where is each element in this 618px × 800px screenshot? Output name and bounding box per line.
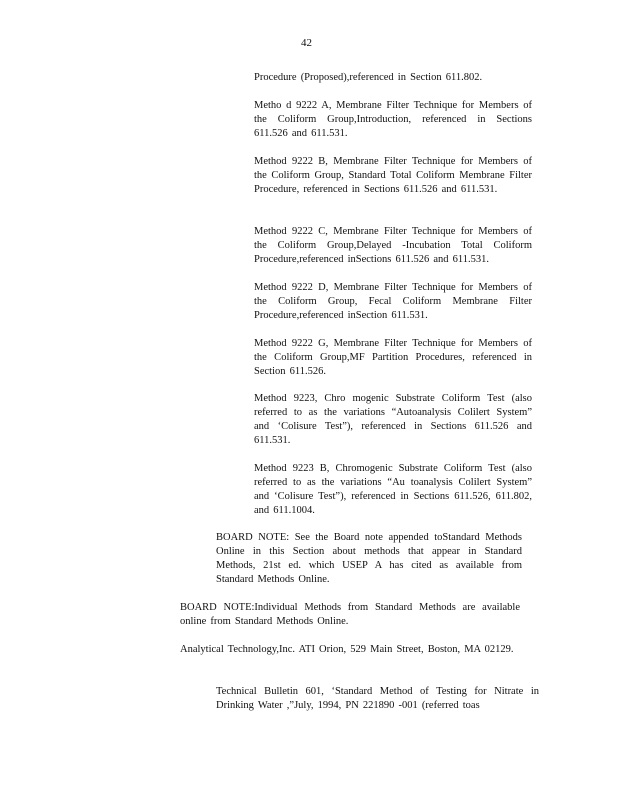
method-9222g-entry: Method 9222 G, Membrane Filter Technique for Members of the Coliform Group,MF Partition Procedures, referenced in Section 611.526. bbox=[254, 338, 532, 377]
method-9222b-entry: Method 9222 B, Membrane Filter Technique for Members of the Coliform Group, Standard Total Coliform Membrane Filter Procedure, referenced in Sections 611.526 and 611.531. bbox=[254, 156, 532, 195]
board-note-individual-methods: BOARD NOTE:Individual Methods from Standard Methods are available online from Standard Methods Online. bbox=[180, 602, 520, 627]
procedure-proposed-entry: Procedure (Proposed),referenced in Section 611.802. bbox=[254, 72, 483, 83]
method-9223b-entry: Method 9223 B, Chromogenic Substrate Coliform Test (also referred to as the variations “Au toanalysis Colilert System” and ‘Colisure Test”), referenced in Sections 611.526, 611.802, and 611.1004. bbox=[254, 463, 532, 516]
analytical-technology-entry: Analytical Technology,Inc. ATI Orion, 529 Main Street, Boston, MA 02129. bbox=[180, 644, 514, 655]
page-number: 42 bbox=[301, 37, 312, 49]
technical-bulletin-601-entry: Technical Bulletin 601, ‘Standard Method of Testing for Nitrate in Drinking Water ,”July, 1994, PN 221890 -001 (referred toas bbox=[216, 686, 539, 711]
method-9222c-entry: Method 9222 C, Membrane Filter Technique for Members of the Coliform Group,Delayed -Incubation Total Coliform Procedure,referenced inSections 611.526 and 611.531. bbox=[254, 226, 532, 265]
method-9222d-entry: Method 9222 D, Membrane Filter Technique for Members of the Coliform Group, Fecal Coliform Membrane Filter Procedure,referenced inSection 611.531. bbox=[254, 282, 532, 321]
method-9222a-entry: Metho d 9222 A, Membrane Filter Technique for Members of the Coliform Group,Introduction, referenced in Sections 611.526 and 611.531. bbox=[254, 100, 532, 139]
method-9223-entry: Method 9223, Chro mogenic Substrate Coliform Test (also referred to as the variations “Autoanalysis Colilert System” and ‘Colisure Test”), referenced in Sections 611.526 and 611.531. bbox=[254, 393, 532, 446]
board-note-standard-methods-online: BOARD NOTE: See the Board note appended toStandard Methods Online in this Section about methods that appear in Standard Methods, 21st ed. which USEP A has cited as available from Standard Methods Online. bbox=[216, 532, 522, 585]
